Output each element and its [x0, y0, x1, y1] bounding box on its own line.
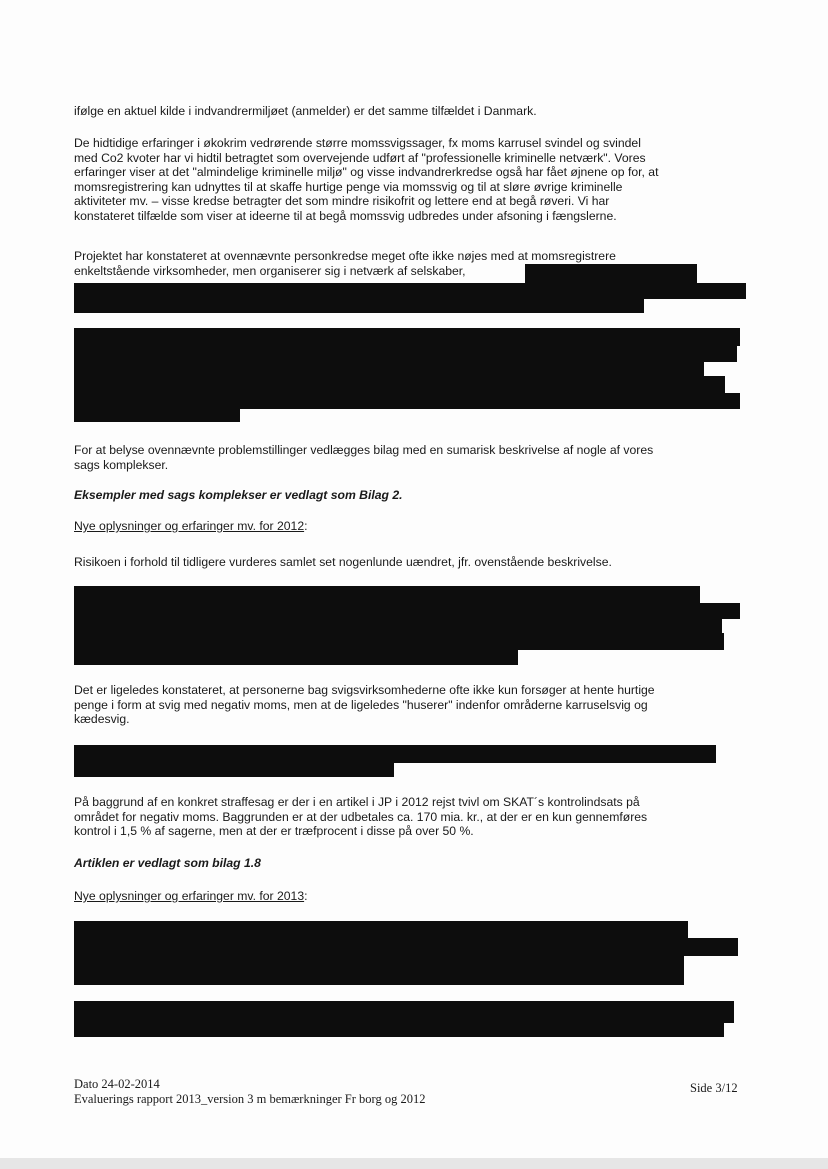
- redaction-block: [74, 603, 740, 619]
- text-line: ifølge en aktuel kilde i indvandrermiljøet (anmelder) er det samme tilfældet i Danmark.: [74, 104, 537, 118]
- redaction-block: [74, 1021, 724, 1037]
- redaction-block: [703, 346, 737, 362]
- scan-edge: [0, 1158, 828, 1169]
- redaction-block: [74, 345, 704, 394]
- text-line: For at belyse ovennævnte problemstillinger vedlægges bilag med en sumarisk beskrivelse af nogle af vores: [74, 443, 654, 457]
- article-note-heading: [74, 856, 742, 871]
- redaction-block: [74, 921, 688, 939]
- heading-suffix: :: [304, 889, 308, 903]
- text-line: [74, 889, 742, 904]
- redaction-block: [74, 408, 240, 422]
- redaction-block: [74, 762, 394, 777]
- text-line: På baggrund af en konkret straffesag er der i en artikel i JP i 2012 rejst tvivl om SKAT´s kontrolindsats på: [74, 795, 640, 809]
- redaction-block: [74, 393, 740, 409]
- text-line: Artiklen er vedlagt som bilag 1.8: [74, 856, 261, 870]
- paragraph-5: [74, 555, 742, 570]
- footer-left: [74, 1077, 425, 1107]
- paragraph-1: [74, 104, 742, 119]
- redaction-block: [74, 283, 746, 299]
- redaction-block: [525, 264, 697, 284]
- text-line: Risikoen i forhold til tidligere vurderes samlet set nogenlunde uændret, jfr. ovenstående beskrivelse.: [74, 555, 612, 569]
- redaction-block: [74, 1001, 734, 1023]
- text-line: aktiviteter mv. – visse kredse betragter det som mindre risikofrit og lettere end at begå røveri. Vi har: [74, 194, 610, 209]
- footer-document-title: Evaluerings rapport 2013_version 3 m bemærkninger Fr borg og 2012: [74, 1092, 426, 1106]
- heading-suffix: :: [304, 519, 308, 533]
- redaction-block: [74, 745, 716, 763]
- underlined-heading: Nye oplysninger og erfaringer mv. for 2012: [74, 519, 305, 533]
- redaction-block: [74, 328, 740, 346]
- footer-page-number: Side 3/12: [690, 1081, 738, 1095]
- paragraph-6: [74, 683, 742, 727]
- text-line: kædesvig.: [74, 712, 130, 727]
- text-line: [74, 519, 742, 534]
- text-line: med Co2 kvoter har vi hidtil betragtet som overvejende udført af "professionelle kriminelle netværk". Vores: [74, 150, 646, 165]
- redaction-block: [74, 298, 644, 313]
- text-line: penge i form at svig med negativ moms, men at de ligeledes "huserer" indenfor områderne karruselsvig og: [74, 697, 648, 712]
- redaction-block: [74, 633, 724, 650]
- text-line: momsregistrering kan udnyttes til at skaffe hurtige penge via momssvig og til at sløre øvrige kriminelle: [74, 179, 623, 194]
- redaction-block: [74, 586, 700, 604]
- text-line: Projektet har konstateret at ovennævnte personkredse meget ofte ikke nøjes med at momsregistrere: [74, 249, 616, 263]
- text-line: De hidtidige erfaringer i økokrim vedrørende større momssvigssager, fx moms karrusel svindel og svindel: [74, 136, 641, 150]
- section-heading-2013: [74, 889, 742, 904]
- redaction-block: [74, 938, 738, 956]
- redaction-block: [74, 618, 722, 634]
- text-line: Det er ligeledes konstateret, at personerne bag svigsvirksomhederne ofte ikke kun forsøger at hente hurtige: [74, 683, 655, 697]
- text-line: kontrol i 1,5 % af sagerne, men at der er træfprocent i disse på over 50 %.: [74, 824, 474, 839]
- text-line: sags komplekser.: [74, 457, 169, 472]
- text-line: erfaringer viser at det "almindelige kriminelle miljø" og visse indvandrerkredse også har fået øjnene op for, at: [74, 165, 659, 180]
- redaction-block: [703, 376, 725, 394]
- paragraph-2: [74, 136, 742, 224]
- text-line: Eksempler med sags komplekser er vedlagt som Bilag 2.: [74, 488, 403, 502]
- section-heading-2012: [74, 519, 742, 534]
- text-line: området for negativ moms. Baggrunden er at der udbetales ca. 170 mia. kr., at der er en kun gennemføres: [74, 809, 648, 824]
- underlined-heading: Nye oplysninger og erfaringer mv. for 2013: [74, 889, 305, 903]
- paragraph-4: [74, 443, 742, 472]
- text-line: konstateret tilfælde som viser at ideerne til at begå momssvig udbredes under afsoning i fængslerne.: [74, 208, 617, 223]
- redaction-block: [74, 649, 518, 665]
- annex-note-heading: [74, 488, 742, 503]
- redaction-block: [74, 955, 684, 985]
- paragraph-7: [74, 795, 742, 839]
- footer-date: Dato 24-02-2014: [74, 1077, 160, 1091]
- text-line: enkeltstående virksomheder, men organiserer sig i netværk af selskaber,: [74, 263, 466, 278]
